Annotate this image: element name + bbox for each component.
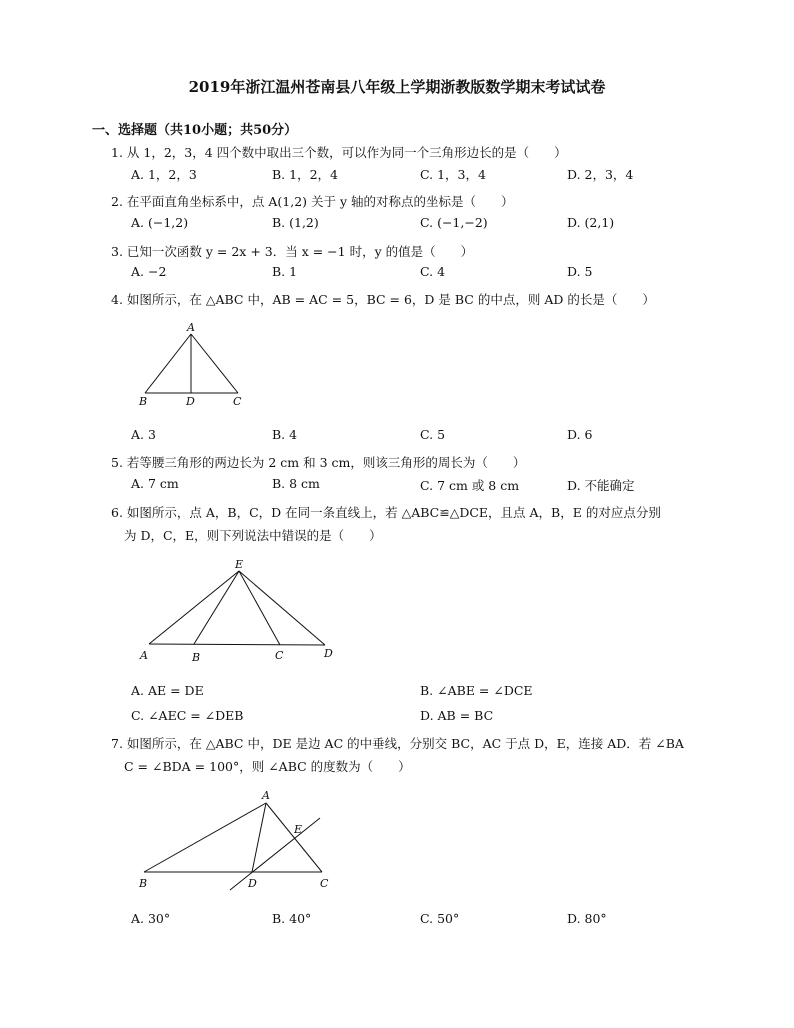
segment-ce	[239, 571, 280, 645]
question-3-option-d[interactable]: D. 5	[567, 264, 593, 279]
figure-label-c: C	[233, 395, 242, 408]
figure-label-b: B	[192, 651, 201, 664]
question-5-option-a[interactable]: A. 7 cm	[131, 476, 179, 491]
segment-ac	[266, 803, 322, 872]
question-6-option-b[interactable]: B. ∠ABE = ∠DCE	[420, 683, 533, 698]
question-4-stem: 4. 如图所示，在 △ABC 中，AB = AC = 5，BC = 6，D 是 BC 的中点，则 AD 的长是（ ）	[111, 292, 655, 307]
figure-label-b: B	[139, 395, 148, 408]
question-7-option-b[interactable]: B. 40°	[272, 911, 312, 926]
figure-label-e: E	[235, 558, 244, 571]
figure-label-c: C	[275, 649, 284, 662]
question-7-option-c[interactable]: C. 50°	[420, 911, 460, 926]
figure-label-d: D	[186, 395, 195, 408]
question-3-option-a[interactable]: A. −2	[131, 264, 167, 279]
figure-label-c: C	[320, 877, 329, 890]
question-5-option-d[interactable]: D. 不能确定	[567, 478, 635, 493]
question-6-stem-line-1: 6. 如图所示，点 A，B，C，D 在同一条直线上，若 △ABC≌△DCE，且点 A，B，E 的对应点分别	[111, 505, 661, 520]
question-2-option-b[interactable]: B. (1,2)	[272, 215, 319, 230]
question-7-figure	[130, 785, 340, 895]
segment-ae	[149, 571, 239, 644]
question-4-option-a[interactable]: A. 3	[131, 427, 156, 442]
section-heading: 一、选择题（共10小题；共50分）	[92, 123, 298, 138]
segment-ad	[149, 644, 325, 645]
page-title: 2019年浙江温州苍南县八年级上学期浙教版数学期末考试试卷	[188, 78, 606, 96]
question-7-stem-line-1: 7. 如图所示，在 △ABC 中，DE 是边 AC 的中垂线，分别交 BC，AC 于点 D，E，连接 AD．若 ∠BA	[111, 736, 684, 751]
figure-label-a: A	[262, 789, 270, 802]
segment-ab	[144, 803, 266, 872]
figure-label-b: B	[139, 877, 148, 890]
question-7-option-d[interactable]: D. 80°	[567, 911, 607, 926]
question-6-option-c[interactable]: C. ∠AEC = ∠DEB	[131, 708, 244, 723]
question-7-option-a[interactable]: A. 30°	[131, 911, 171, 926]
question-7-stem-line-2: C = ∠BDA = 100°，则 ∠ABC 的度数为（ ）	[124, 759, 411, 774]
perpendicular-bisector-de	[230, 818, 320, 890]
question-2-option-c[interactable]: C. (−1,−2)	[420, 215, 488, 230]
question-6-stem-line-2: 为 D，C，E，则下列说法中错误的是（ ）	[124, 528, 382, 543]
question-4-option-b[interactable]: B. 4	[272, 427, 298, 442]
question-4-option-c[interactable]: C. 5	[420, 427, 446, 442]
figure-label-e: E	[294, 823, 303, 836]
segment-ab	[145, 334, 191, 393]
figure-label-d: D	[324, 647, 333, 660]
question-1-stem: 1. 从 1，2，3，4 四个数中取出三个数，可以作为同一个三角形边长的是（ ）	[111, 145, 567, 160]
question-6-figure	[130, 555, 340, 665]
question-2-option-a[interactable]: A. (−1,2)	[131, 215, 189, 230]
question-5-stem: 5. 若等腰三角形的两边长为 2 cm 和 3 cm，则该三角形的周长为（ ）	[111, 455, 526, 470]
figure-label-a: A	[187, 321, 195, 334]
segment-ad	[252, 803, 266, 872]
question-6-option-a[interactable]: A. AE = DE	[131, 683, 204, 698]
question-2-stem: 2. 在平面直角坐标系中，点 A(1,2) 关于 y 轴的对称点的坐标是（ ）	[111, 194, 514, 209]
question-3-option-b[interactable]: B. 1	[272, 264, 298, 279]
figure-label-a: A	[140, 649, 148, 662]
question-6-option-d[interactable]: D. AB = BC	[420, 708, 494, 723]
segment-be	[194, 571, 239, 644]
segment-de	[239, 571, 325, 645]
segment-ac	[191, 334, 238, 393]
question-5-option-c[interactable]: C. 7 cm 或 8 cm	[420, 478, 520, 493]
question-4-figure	[130, 320, 260, 410]
question-1-option-a[interactable]: A. 1，2，3	[131, 167, 197, 182]
question-5-option-b[interactable]: B. 8 cm	[272, 476, 320, 491]
question-2-option-d[interactable]: D. (2,1)	[567, 215, 615, 230]
question-3-stem: 3. 已知一次函数 y = 2x + 3．当 x = −1 时，y 的值是（ ）	[111, 244, 474, 259]
question-1-option-d[interactable]: D. 2，3，4	[567, 167, 634, 182]
question-1-option-c[interactable]: C. 1，3，4	[420, 167, 486, 182]
question-1-option-b[interactable]: B. 1，2，4	[272, 167, 338, 182]
figure-label-d: D	[248, 877, 257, 890]
question-3-option-c[interactable]: C. 4	[420, 264, 446, 279]
question-4-option-d[interactable]: D. 6	[567, 427, 593, 442]
